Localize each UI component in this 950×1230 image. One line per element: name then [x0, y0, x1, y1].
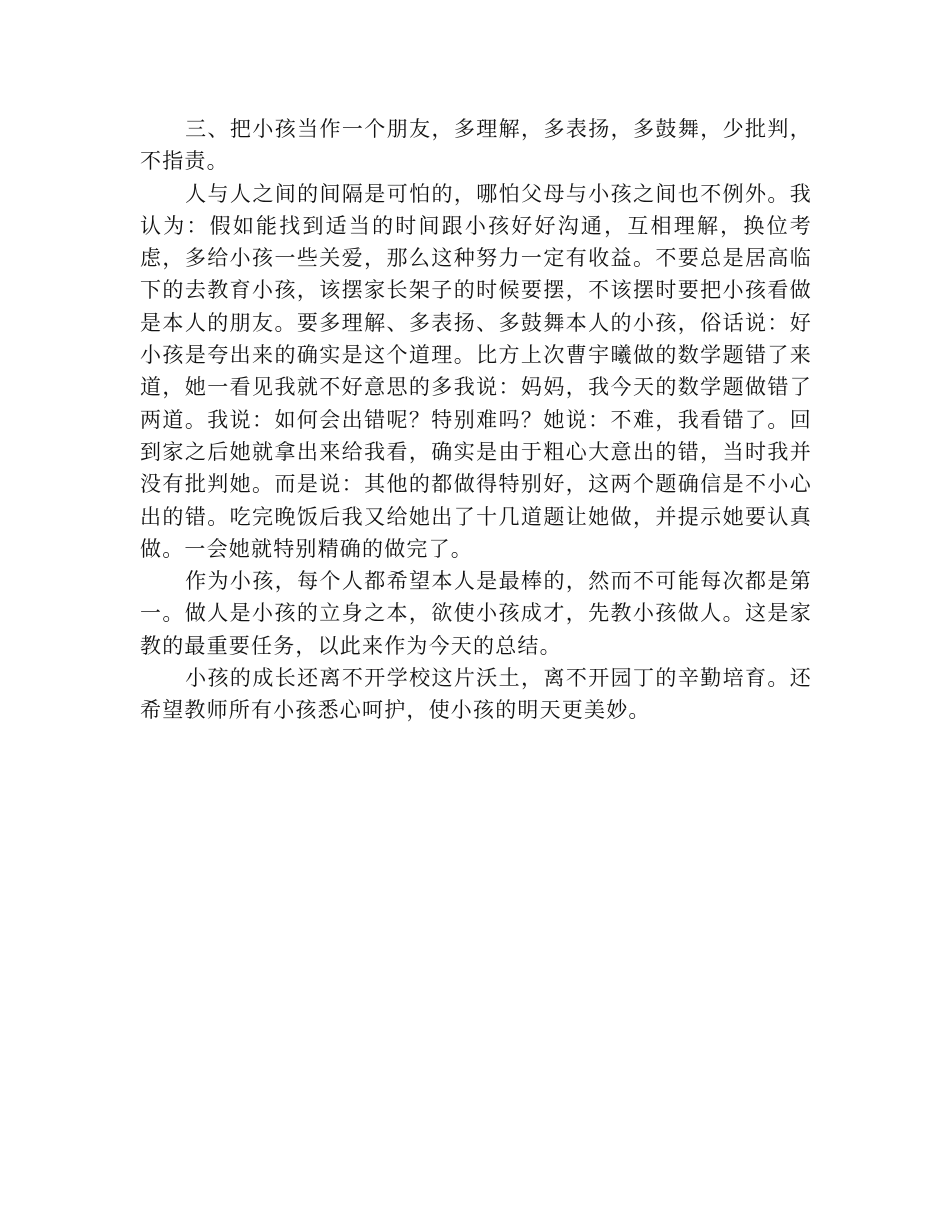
paragraph-communication: 人与人之间的间隔是可怕的，哪怕父母与小孩之间也不例外。我认为：假如能找到适当的时间跟小孩好好沟通，互相理解，换位考虑，多给小孩一些关爱，那么这种努力一定有收益。不要总是居高临下的去教育小孩，该摆家长架子的时候要摆，不该摆时要把小孩看做是本人的朋友。要多理解、多表扬、多鼓舞本人的小孩，俗话说：好小孩是夸出来的确实是这个道理。比方上次曹宇曦做的数学题错了来道，她一看见我就不好意思的多我说：妈妈，我今天的数学题做错了两道。我说：如何会出错呢？特别难吗？她说：不难，我看错了。回到家之后她就拿出来给我看，确实是由于粗心大意出的错，当时我并没有批判她。而是说：其他的都做得特别好，这两个题确信是不小心出的错。吃完晚饭后我又给她出了十几道题让她做，并提示她要认真做。一会她就特别精确的做完了。: [140, 181, 812, 561]
document-body: [140, 113, 812, 727]
paragraph-character: 作为小孩，每个人都希望本人是最棒的，然而不可能每次都是第一。做人是小孩的立身之本，欲使小孩成才，先教小孩做人。这是家教的最重要任务，以此来作为今天的总结。: [140, 569, 812, 658]
paragraph-school: 小孩的成长还离不开学校这片沃土，离不开园丁的辛勤培育。还希望教师所有小孩悉心呵护，使小孩的明天更美妙。: [140, 666, 812, 723]
paragraph-heading-three: 三、把小孩当作一个朋友，多理解，多表扬，多鼓舞，少批判，不指责。: [140, 117, 812, 174]
